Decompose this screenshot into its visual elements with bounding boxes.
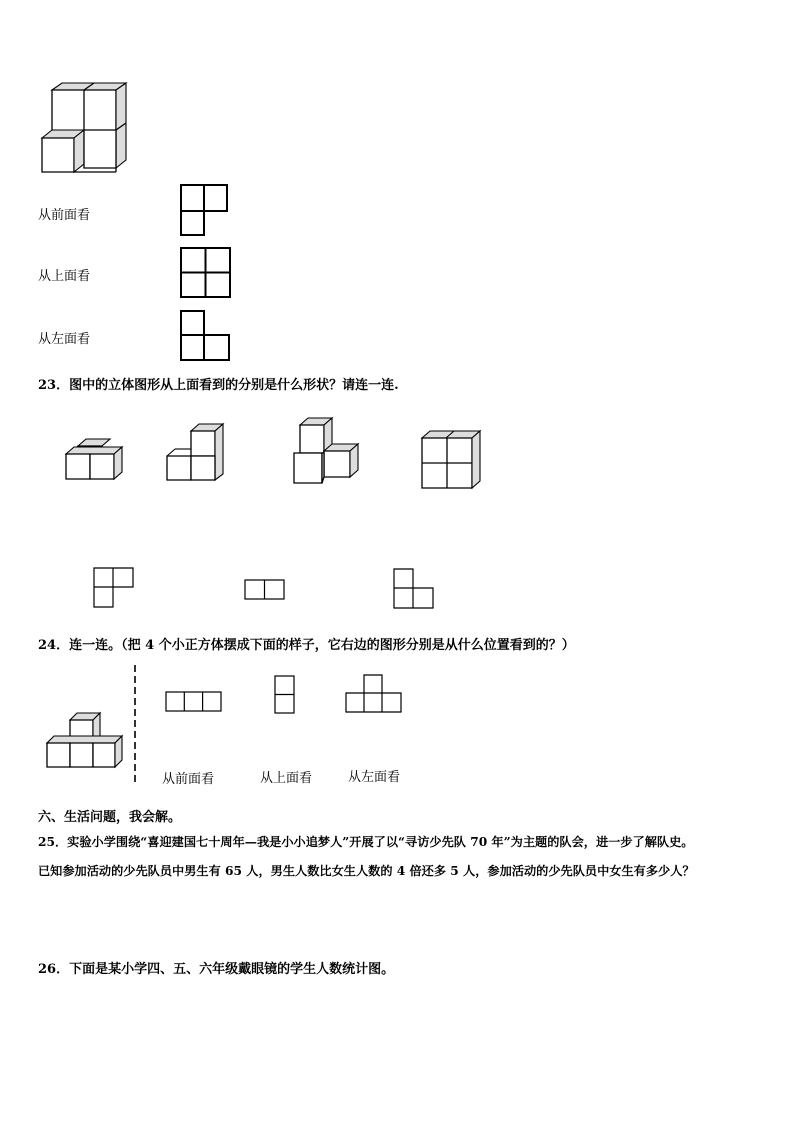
q23-solid-4 xyxy=(418,428,484,492)
q25-line1: 25．实验小学围绕“喜迎建国七十周年—我是小小追梦人”开展了以“寻访少先队 70 年”为主题的队会，进一步了解队史。 xyxy=(38,835,694,849)
q24-view-c xyxy=(344,673,404,715)
q24-label-top: 从上面看 xyxy=(260,771,313,786)
q24-solid xyxy=(44,710,126,772)
cube-figure-top xyxy=(38,80,138,180)
top-view-shape xyxy=(178,245,234,301)
section6-title: 六、生活问题，我会解。 xyxy=(38,810,182,825)
q24-view-a xyxy=(164,690,224,714)
q23-solid-3 xyxy=(290,415,364,487)
q24-label-front: 从前面看 xyxy=(162,772,215,787)
left-view-shape xyxy=(178,308,234,364)
q23-view-c xyxy=(392,567,436,611)
q24-label-left: 从左面看 xyxy=(348,770,401,785)
view-label-top: 从上面看 xyxy=(38,269,91,284)
q25-line2: 已知参加活动的少先队员中男生有 65 人，男生人数比女生人数的 4 倍还多 5 人，参加活动的少先队员中女生有多少人？ xyxy=(38,864,695,878)
q23-view-a xyxy=(92,566,136,610)
q26-text: 26．下面是某小学四、五、六年级戴眼镜的学生人数统计图。 xyxy=(38,962,395,977)
q23-view-b xyxy=(243,578,287,602)
q24-text: 24．连一连。（把 4 个小正方体摆成下面的样子，它右边的图形分别是从什么位置看到的？） xyxy=(38,638,575,653)
q23-solid-1 xyxy=(62,435,128,485)
view-label-front: 从前面看 xyxy=(38,208,91,223)
view-label-left: 从左面看 xyxy=(38,332,91,347)
q24-view-b xyxy=(273,674,297,716)
q23-solid-2 xyxy=(163,422,229,486)
front-view-shape xyxy=(178,182,232,238)
q23-text: 23．图中的立体图形从上面看到的分别是什么形状？请连一连. xyxy=(38,378,399,393)
q24-divider xyxy=(132,665,138,785)
